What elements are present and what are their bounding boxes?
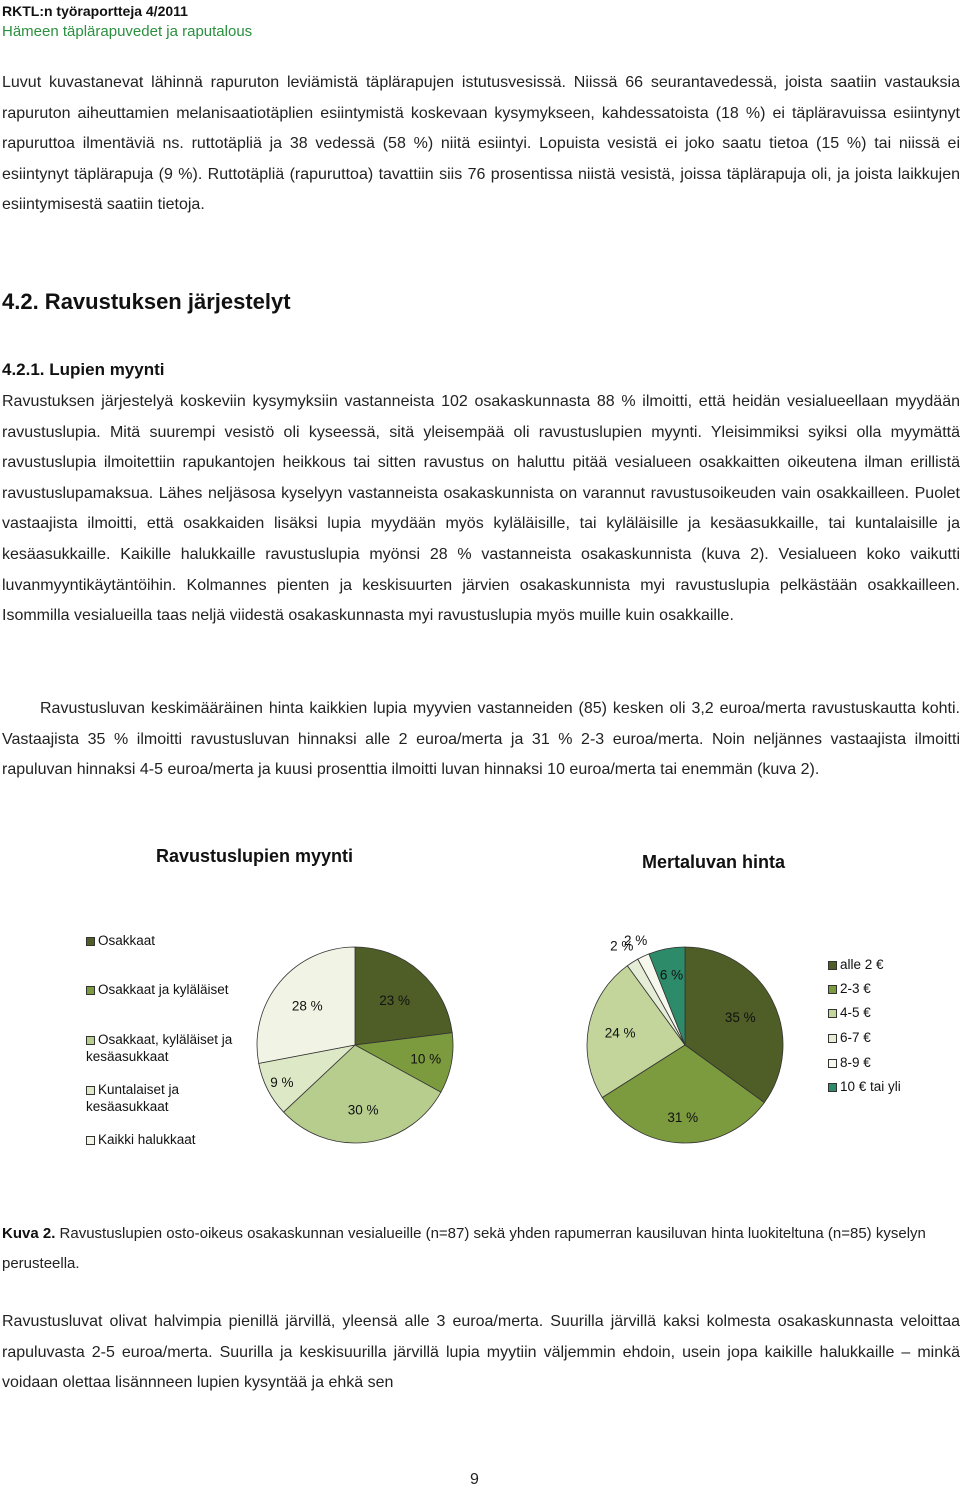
chart-title-permit-price: Mertaluvan hinta [642, 852, 786, 872]
legend-item [828, 1029, 960, 1046]
legend-label: Osakkaat [98, 933, 156, 948]
legend-swatch [828, 1009, 837, 1018]
section-heading: 4.2. Ravustuksen järjestelyt [2, 289, 291, 314]
pie-chart-permit-sales [250, 940, 460, 1150]
legend-swatch [86, 986, 95, 995]
subsection-heading: 4.2.1. Lupien myynti [2, 360, 165, 379]
legend-swatch [828, 961, 837, 970]
legend-label: 4-5 € [840, 1005, 871, 1020]
legend-item [828, 1054, 960, 1071]
paragraph-lake-size: Ravustusluvat olivat halvimpia pienillä järvillä, yleensä alle 3 euroa/merta. Suurilla järvillä kaksi kolmesta osakaskunnasta veloittaa rapuluvasta 2-5 euroa/merta. Suurilla ja keskisuurilla järvillä lupia myytiin väljemmin ehdoin, usein jopa kaikille halukkaille – minkä voidaan olettaa lisännneen lupien kysyntää ja ehkä sen [2, 1313, 960, 1392]
legend-swatch [86, 1086, 95, 1095]
legend-swatch [86, 1036, 95, 1045]
paragraph-permit-sales: Ravustuksen järjestelyä koskeviin kysymyksiin vastanneista 102 osakaskunnasta 88 % ilmoitti, että heidän vesialueellaan myydään ravustuslupia. Mitä suurempi vesistö oli kyseessä, sitä yleisempää oli ravustuslupien myynti. Yleisimmiksi syiksi olla myymättä ravustuslupia ilmoitettiin rapukantojen heikkous tai sitten ravustus on haluttu pitää vesialueen osakkaitten oikeutena ilman erillistä ravustuslupamaksua. Lähes neljäsosa kyselyyn vastanneista osakaskunnista on varannut ravustusoikeuden vain osakkailleen. Puolet vastaajista ilmoitti, että osakkaiden lisäksi lupia myydään myös kyläläisille, tai kyläläisille ja kesäasukkaille, tai kuntalaisille ja kesäasukkaille. Kaikille halukkaille ravustuslupia myönsi 28 % vastanneista osakaskunnista (kuva 2). Vesialueen koko vaikutti luvanmyyntikäytäntöihin. Kolmannes pienten ja keskisuurten järvien osakaskunnista myi ravustuslupia pelkästään osakkailleen. Isommilla vesialueilla taas neljä viidestä osakaskunnasta myi ravustuslupia myös muille kuin osakkaille. [2, 393, 960, 625]
header-report-title: Hämeen täplärapuvedet ja raputalous [2, 23, 253, 40]
legend-item [86, 1031, 236, 1065]
caption-text: Ravustuslupien osto-oikeus osakaskunnan vesialueille (n=87) sekä yhden rapumerran kausiluvan hinta luokiteltuna (n=85) kyselyn perusteella. [2, 1225, 926, 1272]
legend-item [86, 981, 236, 998]
slice-label: 28 % [291, 998, 323, 1014]
legend-swatch [828, 1034, 837, 1043]
slice-label: 2 % [610, 938, 634, 954]
legend-item [86, 1081, 236, 1115]
legend-label: Osakkaat ja kyläläiset [98, 982, 229, 997]
legend-label: 8-9 € [840, 1055, 871, 1070]
legend-item [86, 1131, 236, 1148]
slice-label: 35 % [724, 1009, 756, 1025]
page-number: 9 [470, 1471, 479, 1488]
legend-item [828, 980, 960, 997]
legend-swatch [86, 1136, 95, 1145]
figure-caption [2, 1219, 960, 1279]
legend-label: 6-7 € [840, 1030, 871, 1045]
slice-label: 6 % [659, 967, 684, 983]
chart-title-permit-sales: Ravustuslupien myynti [156, 846, 354, 866]
slice-label: 30 % [347, 1102, 379, 1118]
legend-label: 10 € tai yli [840, 1079, 901, 1094]
legend-item [828, 1004, 960, 1021]
legend-label: Kuntalaiset ja kesäasukkaat [86, 1082, 180, 1114]
legend-item [828, 1078, 960, 1095]
legend-swatch [86, 937, 95, 946]
legend-label: 2-3 € [840, 981, 871, 996]
paragraph-permit-price: Ravustusluvan keskimääräinen hinta kaikkien lupia myyvien vastanneiden (85) kesken oli 3,2 euroa/merta ravustuskautta kohti. Vastaajista 35 % ilmoitti ravustusluvan hinnaksi alle 2 euroa/merta ja 31 % 2-3 euroa/merta. Noin neljännes vastaajista ilmoitti rapuluvan hinnaksi 4-5 euroa/merta ja kuusi prosenttia ilmoitti luvan hinnaksi 10 euroa/merta tai enemmän (kuva 2). [2, 700, 960, 779]
legend-label: alle 2 € [840, 957, 884, 972]
slice-label: 24 % [604, 1025, 636, 1041]
legend-item [828, 956, 960, 973]
slice-label: 2 % [623, 933, 648, 949]
header-series: RKTL:n työraportteja 4/2011 [2, 3, 188, 19]
paragraph-intro: Luvut kuvastanevat lähinnä rapuruton leviämistä täplärapujen istutusvesissä. Niissä 66 seurantavedessä, joista saatiin vastauksia rapuruton aiheuttamien melanisaatiotäplien esiintymistä koskevaan kysymykseen, kahdessatoista (18 %) ei täpläravuissa esiintynyt rapuruttoa ilmentäviä ns. ruttotäpliä ja 38 vedessä (58 %) niitä esiintyi. Lopuista vesistä ei joko saatu tietoa (15 %) tai niissä ei esiintynyt täplärapuja (9 %). Ruttotäpliä (rapuruttoa) tavattiin siis 76 prosentissa niistä vesistä, joissa täplärapuja oli, ja joista laikkujen esiintymisestä saatiin tietoja. [2, 74, 960, 214]
pie-chart-permit-price [580, 933, 790, 1150]
legend-swatch [828, 1083, 837, 1092]
caption-label: Kuva 2. [2, 1225, 56, 1242]
slice-label: 23 % [379, 992, 411, 1008]
slice-label: 9 % [270, 1075, 294, 1091]
legend-label: Osakkaat, kyläläiset ja kesäasukkaat [86, 1032, 233, 1064]
legend-swatch [828, 1059, 837, 1068]
running-header [2, 2, 252, 43]
slice-label: 31 % [667, 1109, 699, 1125]
legend-label: Kaikki halukkaat [98, 1132, 196, 1147]
legend-swatch [828, 985, 837, 994]
legend-item [86, 932, 236, 949]
slice-label: 10 % [410, 1051, 442, 1067]
